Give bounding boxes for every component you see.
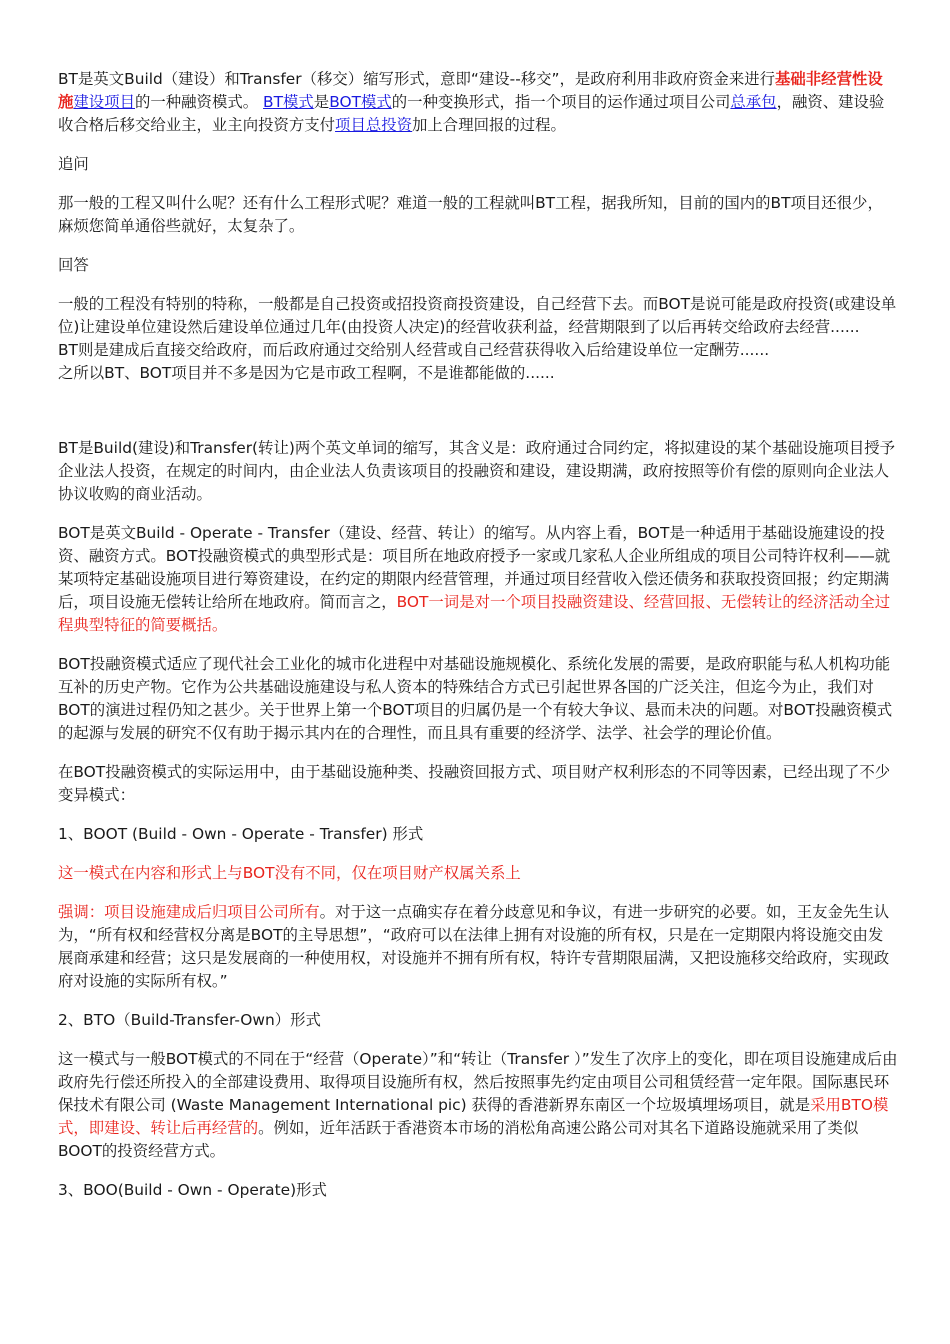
text-run: 的一种变换形式，指一个项目的运作通过项目公司 bbox=[391, 93, 731, 111]
heading-boot: 1、BOOT (Build - Own - Operate - Transfer) 形式 bbox=[58, 825, 424, 843]
answer-line-2: BT则是建成后直接交给政府，而后政府通过交给别人经营或自己经营获得收入后给建设单位一定酬劳...... bbox=[58, 341, 770, 359]
paragraph-bot-meaning bbox=[58, 522, 898, 637]
highlight-boot-difference: 这一模式在内容和形式上与BOT没有不同，仅在项目财产权属关系上 bbox=[58, 864, 521, 882]
answer-line-3: 之所以BT、BOT项目并不多是因为它是市政工程啊，不是谁都能做的...... bbox=[58, 364, 555, 382]
text-run: 是 bbox=[313, 93, 330, 111]
section-gap bbox=[58, 385, 898, 437]
text-run: BOT是英文Build - Operate - Transfer（建设、经营、转让）的缩写。从内容上看，BOT是一种适用于基础设施建设的投资、融资方式。BOT投融资模式的典型形式是：项目所在地政府授予一家或几家私人企业所组成的项目公司特许权利——就某项特定基础设施项目进行筹资建设，在约定的期限内经营管理，并通过项目经营收入偿还债务和获取投资回报；约定期满后，项目设施无偿转让给所在地政府。简而言之， bbox=[58, 524, 891, 611]
followup-label: 追问 bbox=[58, 155, 89, 173]
followup-question: 那一般的工程又叫什么呢？还有什么工程形式呢？难道一般的工程就叫BT工程，据我所知，目前的国内的BT项目还很少，麻烦您简单通俗些就好，太复杂了。 bbox=[58, 194, 883, 235]
text-run: 。例如，近年活跃于香港资本市场的消松角高速公路公司对其名下道路设施就采用了类似BOOT的投资经营方式。 bbox=[58, 1119, 859, 1160]
paragraph-bot-history: BOT投融资模式适应了现代社会工业化的城市化进程中对基础设施规模化、系统化发展的需要，是政府职能与私人机构功能互补的历史产物。它作为公共基础设施建设与私人资本的特殊结合方式已引起世界各国的广泛关注，但迄今为止，我们对BOT的演进过程仍知之甚少。关于世界上第一个BOT项目的归属仍是一个有较大争议、悬而未决的问题。对BOT投融资模式的起源与发展的研究不仅有助于揭示其内在的合理性，而且具有重要的经济学、法学、社会学的理论价值。 bbox=[58, 655, 893, 742]
link-construction-project[interactable]: 建设项目 bbox=[73, 93, 135, 111]
link-bot-mode[interactable]: BOT模式 bbox=[329, 93, 392, 111]
paragraph-bto-detail bbox=[58, 1048, 898, 1163]
heading-bto: 2、BTO（Build-Transfer-Own）形式 bbox=[58, 1011, 321, 1029]
paragraph-boot-detail bbox=[58, 901, 898, 993]
answer-line-1: 一般的工程没有特别的特称，一般都是自己投资或招投资商投资建设，自己经营下去。而BOT是说可能是政府投资(或建设单位)让建设单位建设然后建设单位通过几年(由投资人决定)的经营收获利益，经营期限到了以后再转交给政府去经营...... bbox=[58, 295, 897, 336]
document-body bbox=[58, 68, 898, 1218]
text-run: 的一种融资模式。 bbox=[134, 93, 259, 111]
link-general-contracting[interactable]: 总承包 bbox=[730, 93, 777, 111]
heading-boo: 3、BOO(Build - Own - Operate)形式 bbox=[58, 1181, 327, 1199]
paragraph-variants-intro: 在BOT投融资模式的实际运用中，由于基础设施种类、投融资回报方式、项目财产权利形态的不同等因素，已经出现了不少变异模式： bbox=[58, 763, 891, 804]
text-run: ，融资、建设验收合格后移交给业主，业主向投资方支付 bbox=[58, 93, 885, 134]
highlight-bot-summary: BOT一词是对一个项目投融资建设、经营回报、无偿转让的经济活动全过程典型特征的简要概括。 bbox=[58, 593, 891, 634]
paragraph-bt-meaning: BT是Build(建设)和Transfer(转让)两个英文单词的缩写，其含义是：政府通过合同约定，将拟建设的某个基础设施项目授予企业法人投资，在规定的时间内，由企业法人负责该项目的投融资和建设，建设期满，政府按照等价有偿的原则向企业法人协议收购的商业活动。 bbox=[58, 439, 896, 503]
link-total-investment[interactable]: 项目总投资 bbox=[335, 116, 413, 134]
text-run: BT是英文Build（建设）和Transfer（移交）缩写形式，意即“建设--移交”，是政府利用非政府资金来进行 bbox=[58, 70, 775, 88]
text-run: 。对于这一点确实存在着分歧意见和争议，有进一步研究的必要。如，王友金先生认为，“所有权和经营权分离是BOT的主导思想”，“政府可以在法律上拥有对设施的所有权，只是在一定期限内将设施交由发展商承建和经营；这只是发展商的一种使用权，对设施并不拥有所有权，特许专营期限届满，又把设施移交给政府，实现政府对设施的实际所有权。” bbox=[58, 903, 890, 990]
answer-label: 回答 bbox=[58, 256, 89, 274]
answer-text bbox=[58, 293, 898, 385]
text-run: 加上合理回报的过程。 bbox=[412, 116, 566, 134]
paragraph-bt-definition bbox=[58, 68, 898, 137]
link-bt-mode[interactable]: BT模式 bbox=[263, 93, 314, 111]
text-run: 这一模式与一般BOT模式的不同在于“经营（Operate）”和“转让（Transfer ）”发生了次序上的变化，即在项目设施建成后由政府先行偿还所投入的全部建设费用、取得项目设施所有权，然后按照事先约定由项目公司租赁经营一定年限。国际惠民环保技术有限公司 (Waste Management International pic) 获得的香港新界东南区一个垃圾填埋场项目，就是 bbox=[58, 1050, 898, 1114]
highlight-infrastructure: 基础非经营性设施 bbox=[58, 70, 883, 111]
highlight-boot-ownership: 强调：项目设施建成后归项目公司所有 bbox=[58, 903, 320, 921]
highlight-bto-mode: 采用BTO模式，即建设、转让后再经营的 bbox=[58, 1096, 889, 1137]
